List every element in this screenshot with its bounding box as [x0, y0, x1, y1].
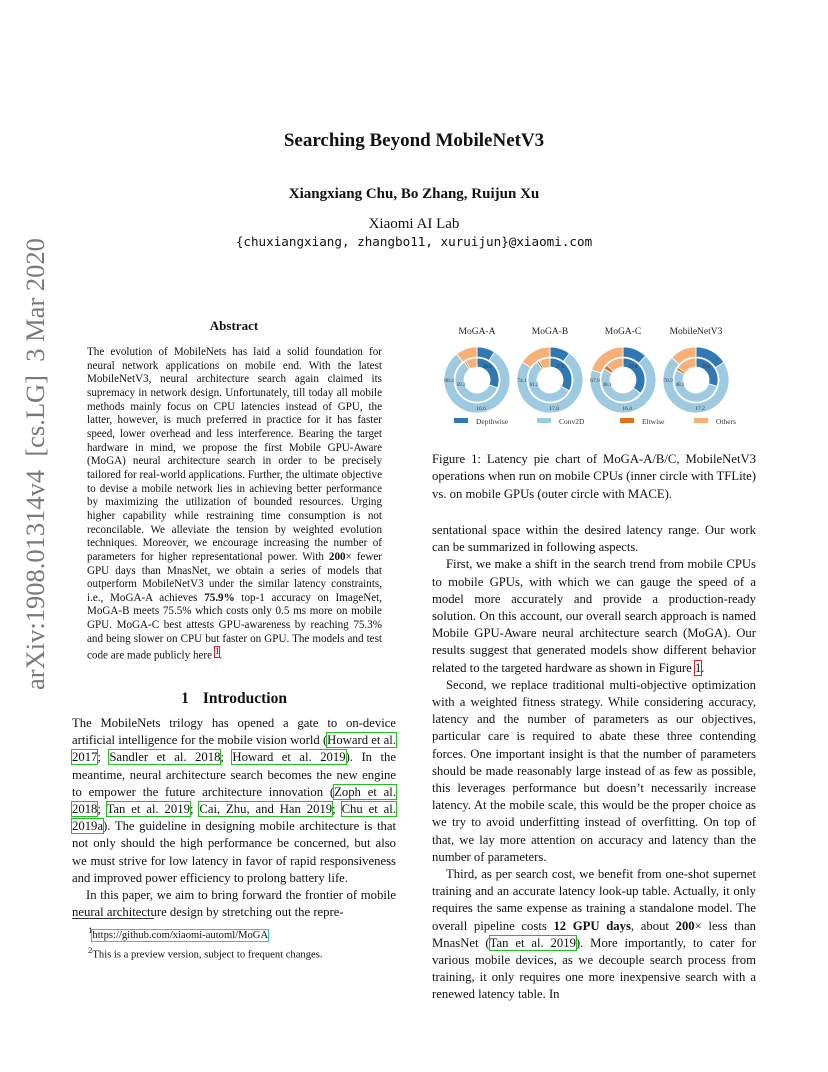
- text: ;: [220, 750, 233, 765]
- outer-data-label: 17.2: [695, 406, 705, 412]
- legend-swatch-eltwise: [620, 418, 634, 423]
- paper-authors: Xiangxiang Chu, Bo Zhang, Ruijun Xu: [288, 186, 540, 202]
- right-column-body: [432, 522, 756, 1004]
- section-number: 1: [181, 690, 189, 707]
- text: , about: [630, 918, 676, 933]
- chart-title: MoGA-B: [531, 327, 569, 337]
- inner-data-label: 61.2: [529, 383, 539, 388]
- text: .: [701, 660, 705, 675]
- intro-body: [72, 715, 396, 921]
- outer-data-label: 74.1: [517, 378, 527, 384]
- text: ;: [97, 802, 107, 817]
- footnote-rule: [72, 918, 154, 919]
- footnote-1: [88, 923, 398, 943]
- footnote-2: [88, 943, 398, 963]
- abstract-bold: 200: [328, 550, 346, 563]
- text: ). In the meantime, neural architecture search becomes the new engine to empower the future architecture innovation (: [72, 750, 396, 799]
- text: The MobileNets trilogy has opened a gate to on-device artificial intelligence for the mobile vision world (: [72, 716, 396, 748]
- citation-link[interactable]: Cai, Zhu, and Han 2019: [199, 802, 333, 817]
- citation-link[interactable]: Tan et al. 2019: [106, 802, 190, 817]
- chart-title: MobileNetV3: [669, 327, 723, 337]
- text: ). The guideline in designing mobile architecture is that not only should the high performance be concerned, but also we must strive for low latency in favor of rapid responsiveness and improved power efficiency to prolong battery life.: [72, 819, 396, 885]
- author-emails: {chuxiangxiang, zhangbo11, xuruijun}@xiaomi.com: [235, 234, 593, 249]
- chart-title: MoGA-C: [604, 327, 642, 337]
- paragraph: [432, 556, 756, 676]
- outer-data-label: 16.4: [622, 406, 632, 412]
- legend-swatch-depthwise: [454, 418, 468, 423]
- citation-link[interactable]: Chu et al. 2019a: [72, 802, 396, 834]
- github-link[interactable]: https://github.com/xiaomi-automl/MoGA: [92, 929, 269, 941]
- text: First, we make a shift in the search trend from mobile CPUs to mobile GPUs, with which we can gauge the speed of a model more accurately and provide a production-ready solution. On this account, our overall search approach is named Mobile GPU-Aware neural architecture search (MoGA). Our results suggest that generated models show different behavior related to the targeted hardware as shown in Figure: [432, 557, 756, 675]
- inner-data-label: 48.1: [602, 383, 612, 388]
- latency-pie-figure: [432, 322, 762, 440]
- citation-link[interactable]: Sandler et al. 2018: [109, 750, 221, 765]
- legend-swatch-others: [694, 418, 708, 423]
- abstract-bold: 75.9%: [204, 591, 235, 604]
- footnote-link[interactable]: 1: [214, 647, 220, 658]
- outer-data-label: 67.9: [590, 378, 600, 384]
- inner-data-label: 30.9: [482, 365, 492, 370]
- paper-title: Searching Beyond MobileNetV3: [283, 130, 545, 151]
- abstract-text: The evolution of MobileNets has laid a solid foundation for neural network applications on mobile end. With the latest MobileNetV3, neural architecture search again claimed its supremacy in network design. Unfortunately, till today all mobile methods mainly focus on CPU latencies instead of GPU, the latter, however, is much preferred in practice for it has faster speed, lower overhead and less interference. Bearing the target hardware in mind, we propose the first Mobile GPU-Aware (MoGA) neural architecture search in order to be precisely tailored for real-world applications. Further, the ultimate objective to devise a mobile network lies in achieving better performance by maximizing the utilization of bounded resources. Urging higher capability while restraining time consumption is not reconcilable. We alleviate the tension by weighted evolution techniques. Moreover, we encourage increasing the number of parameters for higher representational power. With: [87, 346, 382, 563]
- abstract-text: .: [219, 650, 223, 663]
- figure-ref-link[interactable]: 1: [694, 660, 702, 675]
- citation-link[interactable]: Howard et al. 2017: [72, 733, 396, 765]
- paragraph: Second, we replace traditional multi-objective optimization with a weighted fitness strategy. While considering accuracy, latency and the number of parameters as our objectives, particular care is required to abate these three contending forces. One important insight is that the number of parameters should be made reasonably large instead of as few as possible, this leverages performance but doesn’t necessarily increase latency. At the mobile scale, this would be the proper choice as we try to avoid underfitting instead of overfitting. On top of that, we lay more attention on accuracy and latency than the number of parameters.: [432, 677, 756, 864]
- paragraph: [432, 866, 756, 1004]
- legend-label: Conv2D: [559, 417, 585, 426]
- intro-paragraph: In this paper, we aim to bring forward the frontier of mobile neural architecture design by stretching out the repre-: [72, 888, 396, 920]
- footnote-mark: 2: [88, 944, 93, 955]
- outer-data-label: 80.4: [444, 378, 454, 384]
- inner-data-label: 48.2: [675, 383, 685, 388]
- text: × less than MnasNet (: [432, 918, 756, 950]
- text: ;: [332, 802, 342, 817]
- arxiv-identifier: arXiv:1908.01314v4 [cs.LG] 3 Mar 2020: [20, 238, 50, 690]
- inner-data-label: 27.6: [555, 365, 565, 370]
- citation-link[interactable]: Tan et al. 2019: [489, 935, 576, 950]
- affiliation: Xiaomi AI Lab: [368, 216, 460, 232]
- text: ;: [189, 802, 200, 817]
- legend-label: Eltwise: [642, 417, 665, 426]
- text: ;: [97, 750, 110, 765]
- inner-data-label: 33.4: [628, 365, 638, 370]
- outer-data-label: 70.9: [663, 378, 673, 384]
- abstract-text: top-1 accuracy on ImageNet, MoGA-B meets 75.5% which costs only 0.5 ms more on mobile GPU. MoGA-C best attests GPU-awareness by reaching 75.3% and being slower on CPU but faster on GPU. The models and test code are made publicly here: [87, 591, 382, 663]
- chart-title: MoGA-A: [458, 327, 496, 337]
- inner-data-label: 59.2: [456, 383, 466, 388]
- citation-link[interactable]: Zoph et al. 2018: [72, 784, 396, 817]
- footnote-text: This is a preview version, subject to frequent changes.: [92, 949, 323, 961]
- legend-label: Depthwise: [476, 417, 509, 426]
- section-heading: [72, 690, 396, 708]
- text: ). More importantly, to cater for various mobile devices, as we decouple search process from training, it only requires one more inexpensive search with a renewed latency table. In: [432, 935, 756, 1002]
- footnote-mark: 1: [88, 925, 93, 935]
- inner-data-label: 29.6: [701, 365, 711, 370]
- abstract-body: [87, 346, 382, 664]
- abstract-text: × fewer GPU days than MnasNet, we obtain a series of models that outperform MobileNetV3 under the similar latency constraints, i.e., MoGA-A achieves: [87, 550, 383, 604]
- footnotes: [88, 923, 398, 962]
- outer-data-label: 10.6: [476, 406, 486, 412]
- bold-text: 200: [675, 918, 695, 933]
- legend-label: Others: [716, 417, 736, 426]
- text: Third, as per search cost, we benefit from one-shot supernet training and an accurate latency look-up table. Actually, it only requires the same expense as training a standalone model. The overall pipeline costs: [432, 867, 756, 933]
- paragraph: sentational space within the desired latency range. Our work can be summarized in following aspects.: [432, 523, 756, 555]
- outer-data-label: 17.0: [549, 406, 559, 412]
- legend-swatch-conv2d: [537, 418, 551, 423]
- section-title: Introduction: [202, 690, 287, 707]
- bold-text: 12 GPU days: [553, 918, 631, 933]
- abstract-heading: Abstract: [209, 318, 259, 333]
- figure-caption: Figure 1: Latency pie chart of MoGA-A/B/C, MobileNetV3 operations when run on mobile CPUs (inner circle with TFLite) vs. on mobile GPUs (outer circle with MACE).: [432, 452, 756, 501]
- citation-link[interactable]: Howard et al. 2019: [232, 750, 346, 765]
- intro-paragraph: [72, 715, 396, 887]
